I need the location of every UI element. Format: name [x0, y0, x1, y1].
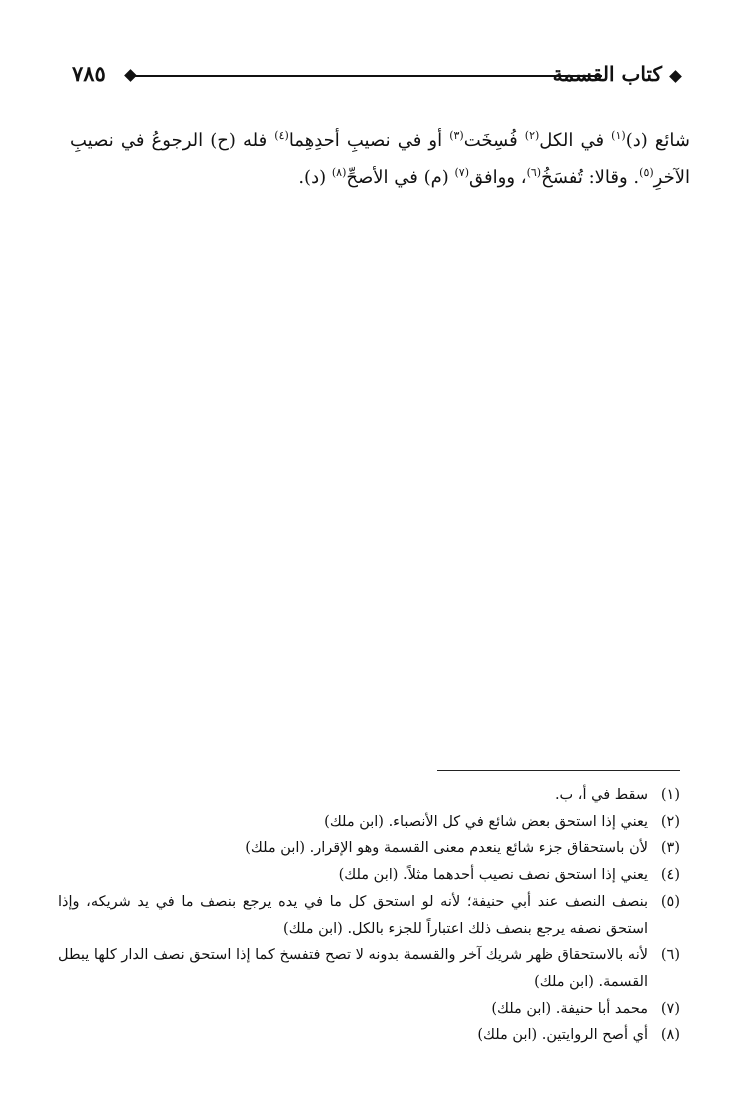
footnote-item: [58, 889, 680, 942]
main-text-segment: في الكل: [539, 130, 612, 151]
footnote-number: (٤): [660, 867, 680, 884]
footnote-ref[interactable]: (٧): [454, 166, 470, 179]
book-title: كتاب القسمة: [552, 62, 662, 86]
main-text: [70, 122, 690, 196]
footnote-item: [58, 862, 680, 889]
footnote-number: (٢): [660, 813, 680, 830]
footnote-item: [58, 996, 680, 1023]
footnote-number: (٧): [660, 1000, 680, 1017]
main-text-segment: . وقالا: تُفسَخُ: [541, 167, 640, 188]
footnote-item: [58, 835, 680, 862]
footnote-number: (٣): [660, 840, 680, 857]
footnote-item: [58, 782, 680, 809]
footnote-ref[interactable]: (١): [611, 129, 626, 142]
footnote-ref[interactable]: (٤): [274, 129, 289, 142]
page-number: ٧٨٥: [72, 61, 106, 86]
footnote-text: لأن باستحقاق جزء شائع ينعدم معنى القسمة وهو الإقرار. (ابن ملك): [245, 840, 648, 857]
footnote-text: لأنه بالاستحقاق ظهر شريك آخر والقسمة بدونه لا تصح فتفسخ كما إذا استحق نصف الدار كلها يبطل القسمة. (ابن ملك): [58, 947, 648, 990]
footnote-number: (٥): [660, 893, 680, 910]
main-text-segment: (م) في الأصحِّ: [346, 167, 455, 188]
footnotes: [58, 782, 680, 1049]
footnote-number: (٦): [660, 947, 680, 964]
footnote-number: (٨): [660, 1027, 680, 1044]
footnote-ref[interactable]: (٨): [331, 166, 347, 179]
diamond-ornament-icon: [669, 70, 682, 83]
main-text-segment: (د).: [298, 167, 332, 188]
footnote-ref[interactable]: (٥): [639, 166, 654, 179]
footnote-ref[interactable]: (٢): [524, 129, 540, 142]
main-text-segment: فُسِخَت: [463, 130, 525, 151]
main-text-segment: شائع (د): [625, 130, 691, 151]
header-rule: [132, 75, 602, 77]
footnote-text: أي أصح الروايتين. (ابن ملك): [477, 1027, 648, 1044]
footnote-item: [58, 942, 680, 995]
main-text-segment: ، ووافق: [469, 167, 527, 188]
footnote-text: سقط في أ، ب.: [554, 787, 648, 803]
footnote-item: [58, 809, 680, 836]
footnote-text: يعني إذا استحق بعض شائع في كل الأنصباء. (ابن ملك): [324, 813, 648, 830]
main-text-segment: فله (ح) الرجوعُ في نصيبِ الآخرِ: [70, 130, 690, 188]
footnote-item: [58, 1022, 680, 1049]
footnote-ref[interactable]: (٣): [449, 129, 464, 142]
footnote-number: (١): [660, 787, 680, 803]
running-header: [70, 60, 688, 90]
footnote-text: محمد أبا حنيفة. (ابن ملك): [491, 1000, 648, 1017]
main-text-segment: أو في نصيبِ أحدِهِما: [288, 130, 450, 151]
footnote-text: يعني إذا استحق نصف نصيب أحدهما مثلاً. (ابن ملك): [338, 867, 648, 884]
footnote-separator: [437, 770, 680, 771]
footnote-text: بنصف النصف عند أبي حنيفة؛ لأنه لو استحق كل ما في يده يرجع بنصف ما في يد شريكه، وإذا استحق نصفه يرجع بنصف ذلك اعتباراً للجزء بالكل. (ابن ملك): [58, 893, 648, 937]
footnote-ref[interactable]: (٦): [526, 166, 542, 179]
